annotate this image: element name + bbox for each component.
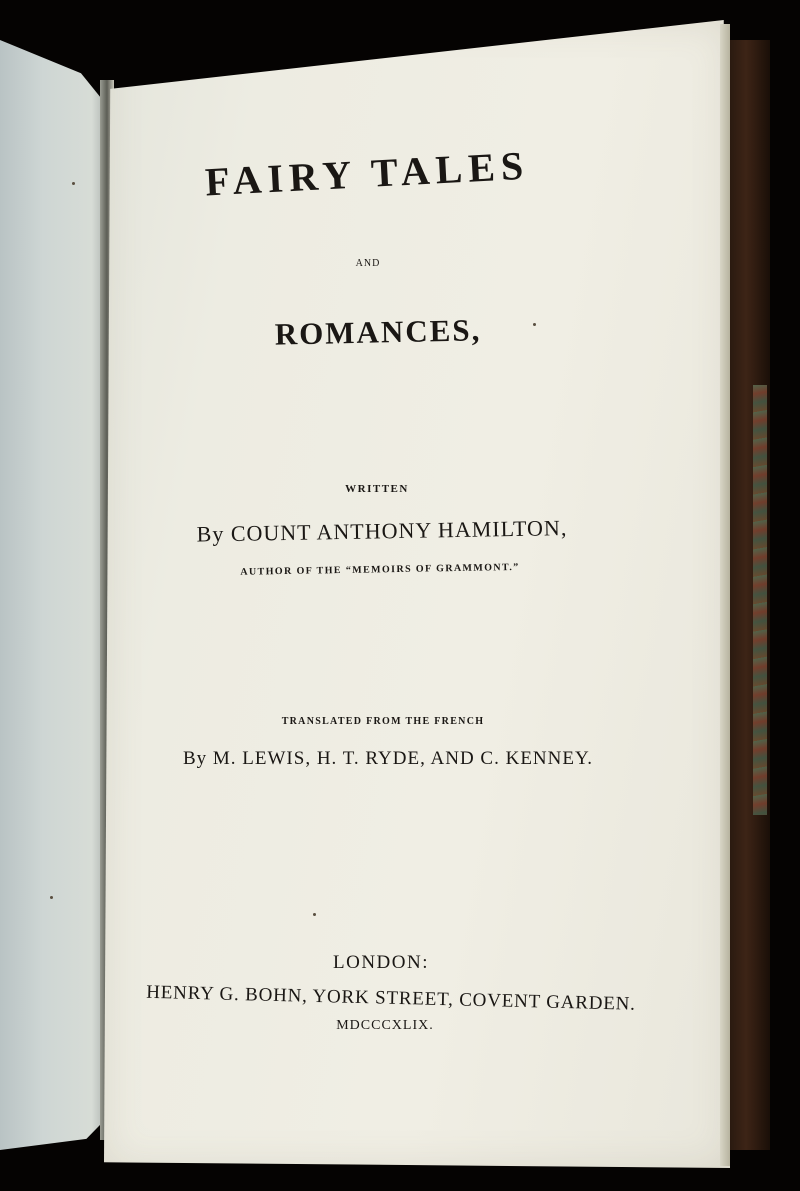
- imprint-year: MDCCCXLIX.: [336, 1018, 434, 1033]
- title-conjunction: AND: [355, 258, 381, 269]
- page-block-edge: [720, 24, 730, 1166]
- book-title: FAIRY TALES: [204, 142, 531, 205]
- imprint-publisher: HENRY G. BOHN, YORK STREET, COVENT GARDEN.: [146, 981, 636, 1015]
- imprint-city: LONDON:: [333, 952, 429, 973]
- book-subtitle: ROMANCES,: [274, 312, 482, 352]
- paper-speck: [313, 913, 316, 916]
- translators-line: By M. LEWIS, H. T. RYDE, AND C. KENNEY.: [182, 748, 594, 769]
- author-line: By COUNT ANTHONY HAMILTON,: [196, 515, 568, 547]
- written-label: WRITTEN: [345, 483, 409, 495]
- author-note: AUTHOR OF THE “MEMOIRS OF GRAMMONT.”: [240, 561, 520, 578]
- paper-speck: [50, 896, 53, 899]
- translated-label: TRANSLATED FROM THE FRENCH: [281, 716, 485, 727]
